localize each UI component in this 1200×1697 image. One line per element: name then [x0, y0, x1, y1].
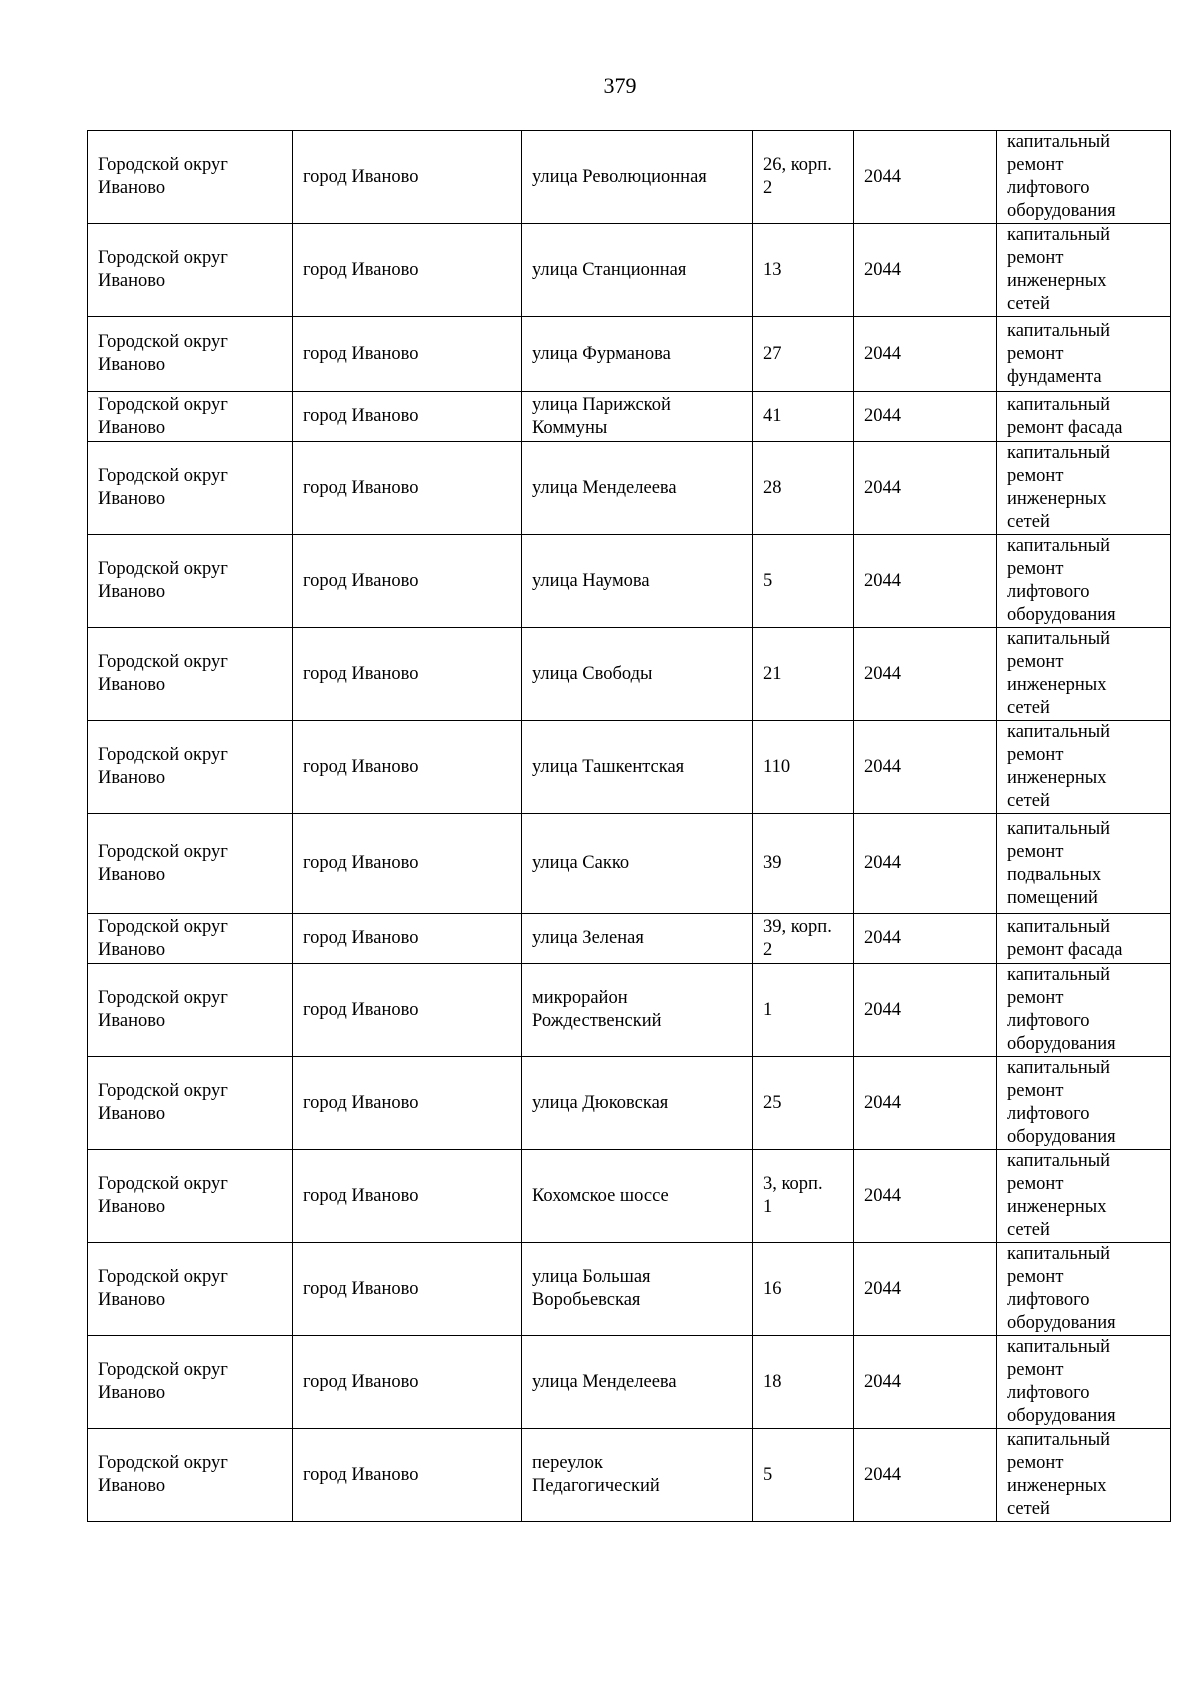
street-cell-text: улица Ташкентская	[532, 756, 685, 777]
street-cell	[522, 1057, 753, 1150]
year-cell	[854, 1429, 997, 1522]
street-cell	[522, 535, 753, 628]
municipality-cell	[88, 914, 293, 964]
table-row	[88, 535, 1171, 628]
year-cell	[854, 1150, 997, 1243]
year-cell-text: 2044	[864, 1278, 901, 1299]
year-cell-text: 2044	[864, 1185, 901, 1206]
house-number-cell	[753, 317, 854, 392]
municipality-cell-text: Городской округ Иваново	[98, 1360, 228, 1403]
work-type-cell-text: капитальный ремонт инженерных сетей	[1007, 629, 1111, 718]
settlement-cell	[293, 1057, 522, 1150]
year-cell	[854, 914, 997, 964]
house-number-cell-text: 26, корп. 2	[763, 155, 832, 198]
house-number-cell-text: 41	[763, 406, 782, 426]
year-cell-text: 2044	[864, 343, 901, 364]
settlement-cell	[293, 392, 522, 442]
work-type-cell-text: капитальный ремонт лифтового оборудования	[1007, 1244, 1116, 1333]
house-number-cell-text: 27	[763, 343, 782, 364]
year-cell-text: 2044	[864, 477, 901, 498]
municipality-cell-text: Городской округ Иваново	[98, 394, 228, 438]
work-type-cell	[997, 442, 1171, 535]
house-number-cell	[753, 1243, 854, 1336]
street-cell	[522, 131, 753, 224]
settlement-cell-text: город Иваново	[303, 663, 419, 684]
street-cell-text: улица Зеленая	[532, 928, 644, 948]
municipality-cell-text: Городской округ Иваново	[98, 466, 228, 509]
municipality-cell	[88, 317, 293, 392]
house-number-cell-text: 28	[763, 477, 782, 498]
settlement-cell-text: город Иваново	[303, 756, 419, 777]
table-row	[88, 317, 1171, 392]
settlement-cell-text: город Иваново	[303, 259, 419, 280]
municipality-cell	[88, 224, 293, 317]
street-cell	[522, 721, 753, 814]
municipality-cell	[88, 1429, 293, 1522]
house-number-cell	[753, 1429, 854, 1522]
municipality-cell-text: Городской округ Иваново	[98, 559, 228, 602]
street-cell-text: улица Менделеева	[532, 477, 677, 498]
work-type-cell-text: капитальный ремонт лифтового оборудования	[1007, 1337, 1116, 1426]
settlement-cell-text: город Иваново	[303, 853, 419, 873]
street-cell	[522, 1243, 753, 1336]
year-cell	[854, 442, 997, 535]
year-cell	[854, 628, 997, 721]
house-number-cell-text: 18	[763, 1371, 782, 1392]
work-type-cell	[997, 131, 1171, 224]
street-cell-text: улица Наумова	[532, 570, 650, 591]
street-cell	[522, 224, 753, 317]
work-type-cell	[997, 392, 1171, 442]
year-cell	[854, 1336, 997, 1429]
work-type-cell	[997, 1429, 1171, 1522]
municipality-cell-text: Городской округ Иваново	[98, 1453, 228, 1496]
year-cell	[854, 224, 997, 317]
work-type-cell-text: капитальный ремонт инженерных сетей	[1007, 1430, 1111, 1519]
work-type-cell	[997, 1243, 1171, 1336]
street-cell-text: улица Дюковская	[532, 1092, 669, 1113]
work-type-cell	[997, 535, 1171, 628]
house-number-cell	[753, 721, 854, 814]
settlement-cell-text: город Иваново	[303, 1278, 419, 1299]
year-cell-text: 2044	[864, 663, 901, 684]
year-cell	[854, 964, 997, 1057]
work-type-cell-text: капитальный ремонт лифтового оборудования	[1007, 132, 1116, 221]
municipality-cell-text: Городской округ Иваново	[98, 841, 228, 885]
settlement-cell	[293, 131, 522, 224]
municipality-cell-text: Городской округ Иваново	[98, 652, 228, 695]
work-type-cell-text: капитальный ремонт инженерных сетей	[1007, 225, 1111, 314]
house-number-cell	[753, 392, 854, 442]
settlement-cell	[293, 914, 522, 964]
municipality-cell	[88, 964, 293, 1057]
settlement-cell	[293, 442, 522, 535]
house-number-cell	[753, 964, 854, 1057]
house-number-cell-text: 25	[763, 1092, 782, 1113]
municipality-cell	[88, 131, 293, 224]
street-cell-text: Кохомское шоссе	[532, 1185, 669, 1206]
house-number-cell-text: 5	[763, 1464, 773, 1485]
municipality-cell-text: Городской округ Иваново	[98, 916, 228, 960]
work-type-cell-text: капитальный ремонт лифтового оборудования	[1007, 1058, 1116, 1147]
page-number: 379	[603, 73, 637, 98]
house-number-cell	[753, 131, 854, 224]
work-type-cell-text: капитальный ремонт фасада	[1007, 916, 1123, 960]
house-number-cell-text: 1	[763, 999, 773, 1020]
work-type-cell-text: капитальный ремонт подвальных помещений	[1007, 818, 1111, 908]
settlement-cell	[293, 1243, 522, 1336]
settlement-cell	[293, 224, 522, 317]
house-number-cell	[753, 914, 854, 964]
year-cell-text: 2044	[864, 570, 901, 591]
house-number-cell	[753, 442, 854, 535]
street-cell-text: улица Свободы	[532, 663, 653, 684]
settlement-cell-text: город Иваново	[303, 1185, 419, 1206]
table-row	[88, 964, 1171, 1057]
municipality-cell	[88, 535, 293, 628]
municipality-cell	[88, 721, 293, 814]
table-row	[88, 914, 1171, 964]
settlement-cell	[293, 721, 522, 814]
house-number-cell-text: 13	[763, 259, 782, 280]
work-type-cell-text: капитальный ремонт инженерных сетей	[1007, 1151, 1111, 1240]
house-number-cell	[753, 535, 854, 628]
street-cell-text: улица Фурманова	[532, 343, 671, 364]
settlement-cell-text: город Иваново	[303, 406, 419, 426]
table-row	[88, 1150, 1171, 1243]
house-number-cell-text: 21	[763, 663, 782, 684]
municipality-cell	[88, 1336, 293, 1429]
street-cell	[522, 814, 753, 914]
settlement-cell-text: город Иваново	[303, 1371, 419, 1392]
settlement-cell-text: город Иваново	[303, 166, 419, 187]
settlement-cell-text: город Иваново	[303, 570, 419, 591]
settlement-cell-text: город Иваново	[303, 1092, 419, 1113]
year-cell-text: 2044	[864, 1464, 901, 1485]
table-row	[88, 442, 1171, 535]
settlement-cell-text: город Иваново	[303, 999, 419, 1020]
municipality-cell	[88, 1243, 293, 1336]
street-cell	[522, 1150, 753, 1243]
table-row	[88, 392, 1171, 442]
table-row	[88, 628, 1171, 721]
street-cell-text: улица Парижской Коммуны	[532, 394, 671, 438]
work-type-cell	[997, 914, 1171, 964]
table-row	[88, 721, 1171, 814]
year-cell-text: 2044	[864, 756, 901, 777]
municipality-cell-text: Городской округ Иваново	[98, 332, 228, 375]
municipality-cell	[88, 1057, 293, 1150]
municipality-cell-text: Городской округ Иваново	[98, 248, 228, 291]
municipality-cell-text: Городской округ Иваново	[98, 1174, 228, 1217]
table-row	[88, 1429, 1171, 1522]
work-type-cell-text: капитальный ремонт лифтового оборудования	[1007, 536, 1116, 625]
settlement-cell	[293, 317, 522, 392]
work-type-cell-text: капитальный ремонт фасада	[1007, 394, 1123, 438]
year-cell-text: 2044	[864, 1371, 901, 1392]
street-cell-text: микрорайон Рождественский	[532, 988, 662, 1031]
house-number-cell	[753, 814, 854, 914]
work-type-cell	[997, 964, 1171, 1057]
work-type-cell	[997, 721, 1171, 814]
municipality-cell	[88, 1150, 293, 1243]
settlement-cell	[293, 814, 522, 914]
municipality-cell	[88, 392, 293, 442]
work-type-cell-text: капитальный ремонт инженерных сетей	[1007, 443, 1111, 532]
street-cell	[522, 1429, 753, 1522]
house-number-cell-text: 110	[763, 756, 791, 777]
municipality-cell	[88, 628, 293, 721]
year-cell	[854, 1057, 997, 1150]
work-type-cell	[997, 224, 1171, 317]
work-type-cell-text: капитальный ремонт лифтового оборудования	[1007, 965, 1116, 1054]
year-cell-text: 2044	[864, 166, 901, 187]
house-number-cell	[753, 628, 854, 721]
settlement-cell	[293, 1429, 522, 1522]
year-cell-text: 2044	[864, 853, 901, 873]
municipality-cell-text: Городской округ Иваново	[98, 988, 228, 1031]
year-cell	[854, 814, 997, 914]
street-cell-text: переулок Педагогический	[532, 1453, 660, 1496]
municipality-cell-text: Городской округ Иваново	[98, 1081, 228, 1124]
settlement-cell-text: город Иваново	[303, 1464, 419, 1485]
street-cell	[522, 1336, 753, 1429]
work-type-cell-text: капитальный ремонт фундамента	[1007, 320, 1111, 387]
municipality-cell-text: Городской округ Иваново	[98, 1267, 228, 1310]
work-type-cell-text: капитальный ремонт инженерных сетей	[1007, 722, 1111, 811]
street-cell	[522, 317, 753, 392]
year-cell-text: 2044	[864, 999, 901, 1020]
repair-schedule-table	[87, 130, 1171, 1522]
year-cell-text: 2044	[864, 406, 901, 426]
municipality-cell	[88, 814, 293, 914]
year-cell	[854, 535, 997, 628]
work-type-cell	[997, 1057, 1171, 1150]
street-cell	[522, 628, 753, 721]
year-cell-text: 2044	[864, 259, 901, 280]
street-cell-text: улица Сакко	[532, 853, 630, 873]
table-row	[88, 814, 1171, 914]
table-row	[88, 1243, 1171, 1336]
street-cell-text: улица Революционная	[532, 166, 707, 187]
work-type-cell	[997, 814, 1171, 914]
house-number-cell-text: 5	[763, 570, 773, 591]
settlement-cell	[293, 535, 522, 628]
settlement-cell-text: город Иваново	[303, 343, 419, 364]
house-number-cell	[753, 1336, 854, 1429]
year-cell	[854, 1243, 997, 1336]
settlement-cell-text: город Иваново	[303, 477, 419, 498]
settlement-cell	[293, 1336, 522, 1429]
work-type-cell	[997, 317, 1171, 392]
year-cell	[854, 721, 997, 814]
municipality-cell-text: Городской округ Иваново	[98, 745, 228, 788]
year-cell	[854, 392, 997, 442]
municipality-cell	[88, 442, 293, 535]
house-number-cell	[753, 224, 854, 317]
table-row	[88, 224, 1171, 317]
table-row	[88, 1336, 1171, 1429]
street-cell-text: улица Большая Воробьевская	[532, 1267, 651, 1310]
street-cell-text: улица Менделеева	[532, 1371, 677, 1392]
settlement-cell-text: город Иваново	[303, 928, 419, 948]
municipality-cell-text: Городской округ Иваново	[98, 155, 228, 198]
house-number-cell-text: 3, корп. 1	[763, 1174, 823, 1217]
year-cell-text: 2044	[864, 928, 901, 948]
house-number-cell-text: 16	[763, 1278, 782, 1299]
settlement-cell	[293, 628, 522, 721]
street-cell	[522, 392, 753, 442]
house-number-cell	[753, 1057, 854, 1150]
table-row	[88, 1057, 1171, 1150]
year-cell-text: 2044	[864, 1092, 901, 1113]
street-cell-text: улица Станционная	[532, 259, 687, 280]
table-body	[88, 131, 1171, 1522]
settlement-cell	[293, 1150, 522, 1243]
work-type-cell	[997, 1336, 1171, 1429]
work-type-cell	[997, 628, 1171, 721]
work-type-cell	[997, 1150, 1171, 1243]
street-cell	[522, 442, 753, 535]
house-number-cell-text: 39	[763, 853, 782, 873]
house-number-cell	[753, 1150, 854, 1243]
street-cell	[522, 914, 753, 964]
street-cell	[522, 964, 753, 1057]
year-cell	[854, 131, 997, 224]
settlement-cell	[293, 964, 522, 1057]
house-number-cell-text: 39, корп. 2	[763, 916, 832, 960]
year-cell	[854, 317, 997, 392]
table-row	[88, 131, 1171, 224]
